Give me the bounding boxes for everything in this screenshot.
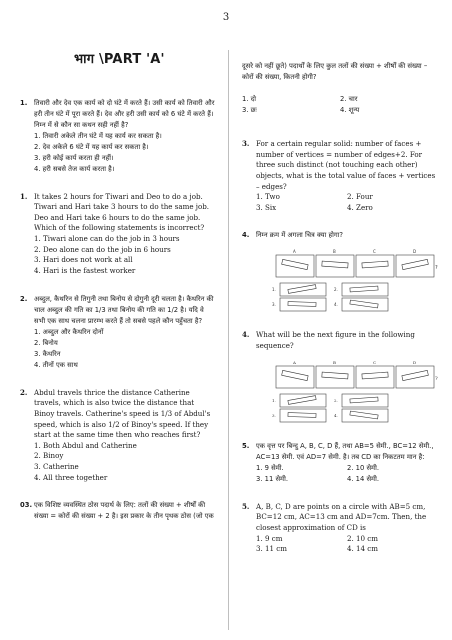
figure-label: C: [373, 359, 377, 365]
question-body: [256, 139, 438, 213]
question-block: [242, 330, 438, 423]
option: 3. Six: [256, 202, 277, 212]
question-block: [20, 388, 216, 484]
figure-box: [396, 366, 434, 388]
question-block: [20, 192, 216, 277]
question-block: [20, 294, 216, 371]
question-block: [242, 139, 438, 213]
option: 2. चार: [340, 95, 358, 103]
question-block: [242, 502, 438, 555]
question-block: [20, 500, 216, 522]
figure-label: C: [373, 249, 376, 255]
option-figure-label: 2.: [334, 397, 338, 403]
options-list: [34, 327, 216, 371]
option: 2. देव अकेले 6 घंटे में यह कार्य कर सकता है।: [34, 142, 149, 151]
figure-wrapper: [270, 247, 440, 313]
option: 4. Hari is the fastest worker: [34, 265, 136, 275]
option-figure-box: [280, 298, 326, 311]
option-figure-box: [342, 283, 388, 296]
option: 3. 11 सेमी.: [256, 474, 289, 483]
option-figure-bar: [288, 302, 316, 307]
option: 2. Binoy: [34, 451, 64, 461]
option: 4. 14 सेमी.: [347, 474, 380, 483]
question-body: [34, 294, 216, 371]
option-figure-box: [342, 394, 388, 407]
option: 4. हरी सबसे तेज कार्य करता है।: [34, 164, 115, 173]
question-number: 03.: [20, 501, 33, 510]
figure-label: D: [413, 359, 417, 365]
part-heading: भाग \PART 'A': [74, 52, 165, 67]
figure-bar: [362, 262, 388, 269]
question-body: [256, 330, 440, 423]
option: 4. तीनों एक साथ: [34, 360, 78, 369]
option-figure-label: 3.: [272, 302, 276, 308]
figure-label: A: [293, 359, 296, 365]
option-figure-label: 1.: [272, 397, 276, 403]
option-figure-box: [342, 298, 388, 311]
continuation-options: [242, 94, 438, 116]
question-text: Abdul travels thrice the distance Catherine travels, which is also twice the distance that Binoy travels. Catherine's speed is 1/3 of Abdul's speed, which is also 1/2 of Binoy's speed. If they start at the same time then who reaches first?: [34, 387, 211, 440]
option: 4. शून्य: [340, 106, 360, 114]
question-text: निम्न क्रम में अगला चित्र क्या होगा?: [256, 231, 344, 240]
figure-label: D: [413, 249, 417, 255]
option: 3. Catherine: [34, 462, 79, 472]
option-figure-bar: [350, 287, 378, 293]
option: 3. कैथरिन: [34, 349, 61, 358]
figure-bar: [282, 370, 308, 380]
option-figure-label: 1.: [272, 287, 276, 293]
option-figure-bar: [350, 301, 378, 309]
question-block: [242, 441, 438, 485]
options-list: [256, 192, 438, 213]
question-number: 5.: [242, 501, 250, 511]
option-figure-bar: [288, 395, 316, 404]
page-number: 3: [222, 12, 230, 23]
option-figure-label: 2.: [334, 287, 338, 293]
option: 3. 11 cm: [256, 544, 288, 554]
option-figure-bar: [288, 412, 316, 417]
option-figure-bar: [288, 285, 316, 294]
option: 2. 10 cm: [347, 533, 379, 543]
option-figure-box: [280, 394, 326, 407]
option: 3. हरी कोई कार्य करता ही नहीं।: [34, 153, 114, 162]
question-body: [34, 500, 216, 522]
figure-question-mark: ?: [435, 265, 438, 272]
left-column: [20, 50, 216, 539]
sequence-figure: [270, 358, 440, 424]
figure-bar: [322, 262, 348, 269]
continuation-text: दूसरे को नहीं छूते) पदार्थों के लिए कुल तलों की संख्या + शीर्षों की संख्या – कोरों की संख्या, कितनी होगी?: [242, 62, 428, 81]
question-body: [256, 441, 438, 485]
question-3-hindi-continuation: [242, 50, 438, 127]
question-text: एक विशिष्ट व्यवस्थित ठोस पदार्थ के लिए: तलों की संख्या + शीर्षों की संख्या = कोरों की संख्या + 2 है। इस प्रकार के तीन पृथक ठोस (जो एक: [34, 501, 214, 521]
options-list: [34, 234, 216, 277]
question-number: 1.: [20, 191, 28, 201]
option: 1. दो: [242, 95, 257, 103]
figure-label: B: [333, 359, 336, 365]
figure-bar: [322, 372, 348, 379]
option-figure-label: 4.: [334, 302, 338, 308]
options-list: [256, 463, 438, 485]
column-divider: [228, 50, 229, 630]
question-number: 4.: [242, 231, 250, 240]
option: 2. बिनोय: [34, 338, 58, 347]
option-figure-box: [280, 283, 326, 296]
figure-bar: [402, 260, 428, 270]
figure-label: B: [333, 249, 336, 255]
figure-bar: [402, 370, 428, 380]
question-number: 4.: [242, 330, 250, 340]
question-body: [34, 388, 216, 484]
option-figure-box: [342, 409, 388, 422]
option: 2. Four: [347, 192, 373, 202]
option: 1. 9 cm: [256, 533, 283, 543]
question-text: A, B, C, D are points on a circle with AB=5 cm, BC=12 cm, AC=13 cm and AD=7cm. Then, the closest approximation of CD is: [256, 501, 427, 533]
option: 1. Two: [256, 192, 280, 202]
question-number: 2.: [20, 387, 28, 397]
question-number: 1.: [20, 98, 28, 107]
option: 4. Zero: [347, 202, 373, 212]
question-text: What will be the next figure in the following sequence?: [256, 330, 415, 351]
option: 1. Both Abdul and Catherine: [34, 440, 137, 450]
figure-box: [276, 366, 314, 388]
question-text: It takes 2 hours for Tiwari and Deo to do a job. Tiwari and Hari take 3 hours to do the same job. Deo and Hari take 6 hours to do the same job. Which of the following statements is incorrect?: [34, 191, 210, 233]
question-text: तिवारी और देव एक कार्य को दो घंटे में करते हैं। उसी कार्य को तिवारी और हरी तीन घंटे में पूरा करते हैं। देव और हरी उसी कार्य को 6 घंटे में करते हैं। निम्न में से कौन सा कथन सही नहीं है?: [34, 98, 215, 129]
option: 1. Tiwari alone can do the job in 3 hours: [34, 234, 180, 244]
option: 4. All three together: [34, 472, 108, 482]
question-number: 5.: [242, 441, 250, 450]
figure-bar: [282, 260, 308, 270]
figure-box: [276, 255, 314, 277]
figure-bar: [362, 372, 388, 379]
question-number: 3.: [242, 139, 250, 148]
question-body: [34, 98, 216, 175]
option: 2. Deo alone can do the job in 6 hours: [34, 244, 171, 254]
question-body: [34, 192, 216, 277]
question-block: [242, 230, 438, 313]
right-column: [242, 50, 438, 572]
option: 1. तिवारी अकेले तीन घंटे में यह कार्य कर सकता है।: [34, 131, 162, 140]
option-figure-box: [280, 409, 326, 422]
option: 1. 9 सेमी.: [256, 463, 284, 472]
option: 3. Hari does not work at all: [34, 255, 133, 265]
question-block: [20, 98, 216, 175]
option-figure-label: 4.: [334, 412, 338, 418]
question-number: 2.: [20, 294, 28, 303]
question-text: For a certain regular solid: number of faces + number of vertices = number of edges+2. For three such distinct (not touching each other) objects, what is the total value of faces + vertices – edges?: [256, 139, 436, 191]
sequence-figure: [270, 247, 440, 313]
options-list: [34, 441, 216, 484]
option-figure-label: 3.: [272, 412, 276, 418]
figure-question-mark: ?: [435, 375, 438, 382]
options-list: [256, 534, 438, 555]
question-text: एक वृत्त पर बिन्दु A, B, C, D हैं, तथा AB=5 सेमी., BC=12 सेमी., AC=13 सेमी. एवं AD=7 सेमी. है। तब CD का निकटतम मान है:: [256, 441, 434, 461]
figure-label: A: [293, 249, 296, 255]
question-body: [256, 502, 438, 555]
option-figure-bar: [350, 411, 378, 419]
question-body: [256, 230, 440, 313]
figure-box: [396, 255, 434, 277]
option: 1. अब्दुल और कैथरिन दोनों: [34, 327, 104, 336]
option: 4. 14 cm: [347, 544, 379, 554]
option: 2. 10 सेमी.: [347, 463, 380, 472]
question-text: अब्दुल, कैथरिन से तिगुनी तथा बिनोय से दोगुनी दूरी चलता है। कैथरिन की चाल अब्दुल की गति का 1/3 तथा बिनोय की गति का 1/2 है। यदि वे सभी एक साथ चलना प्रारम्भ करते हैं तो सबसे पहले कौन पहुँचता है?: [34, 294, 214, 325]
options-list: [34, 131, 216, 175]
option: 3. छः: [242, 106, 257, 114]
figure-wrapper: [270, 358, 440, 424]
option-figure-bar: [350, 397, 378, 403]
